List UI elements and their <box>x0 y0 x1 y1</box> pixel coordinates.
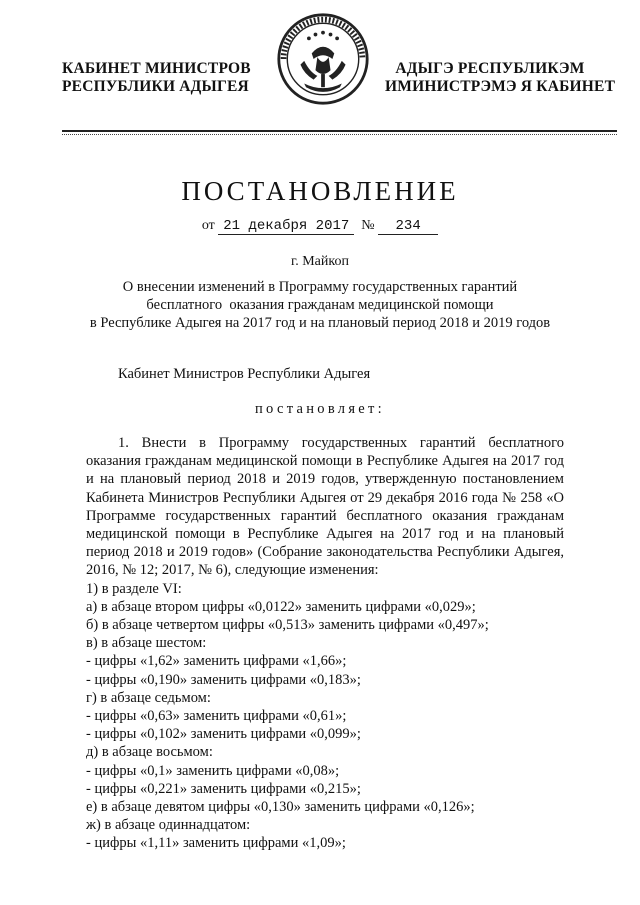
header-right <box>385 60 616 96</box>
date-number-line <box>0 218 640 235</box>
list-item: - цифры «0,102» заменить цифрами «0,099»; <box>86 726 361 743</box>
list-item: - цифры «0,221» заменить цифрами «0,215»; <box>86 780 361 797</box>
document-body <box>86 434 564 853</box>
list-item: - цифры «0,190» заменить цифрами «0,183»; <box>86 671 361 688</box>
paragraph-1: 1. Внести в Программу государственных гарантий бесплатного оказания гражданам медицинской помощи в Республике Адыгея на 2017 год и на плановый период 2018 и 2019 годов, утвержденную постановлением Кабинета Министров Республики Адыгея от 29 декабря 2016 года № 258 «О Программе государственных гарантий бесплатного оказания гражданам медицинской помощи в Республике Адыгея на 2017 год и на плановый период 2018 и 2019 годов» (Собрание законодательства Республики Адыгея, 2016, № 12; 2017, № 6), следующие изменения: <box>86 435 564 579</box>
decrees-word: постановляет: <box>254 401 386 417</box>
list-item: д) в абзаце восьмом: <box>86 744 213 761</box>
list-item: а) в абзаце втором цифры «0,0122» заменить цифрами «0,029»; <box>86 598 476 615</box>
list-item: е) в абзаце девятом цифры «0,130» заменить цифрами «0,126»; <box>86 799 475 816</box>
number-prefix: № <box>361 218 375 233</box>
header-right-line2: ИМИНИСТРЭМЭ Я КАБИНЕТ <box>385 78 616 95</box>
document-subject <box>40 278 600 332</box>
date-value: 21 декабря 2017 <box>218 218 354 235</box>
list-item: - цифры «1,62» заменить цифрами «1,66»; <box>86 653 347 670</box>
header-divider-dotted <box>62 134 617 135</box>
header-left <box>62 60 251 96</box>
emblem-icon <box>276 12 370 106</box>
city: г. Майкоп <box>291 254 349 269</box>
amendment-list <box>86 580 564 853</box>
list-item: 1) в разделе VI: <box>86 580 182 597</box>
header-right-line1: АДЫГЭ РЕСПУБЛИКЭМ <box>395 60 585 77</box>
list-item: в) в абзаце шестом: <box>86 635 207 652</box>
list-item: ж) в абзаце одиннадцатом: <box>86 817 251 834</box>
subject-line3: в Республике Адыгея на 2017 год и на плановый период 2018 и 2019 годов <box>89 315 551 331</box>
list-item: - цифры «0,63» заменить цифрами «0,61»; <box>86 708 347 725</box>
header-left-line1: КАБИНЕТ МИНИСТРОВ <box>62 60 251 77</box>
header-divider <box>62 130 617 132</box>
subject-line1: О внесении изменений в Программу государственных гарантий <box>122 279 518 295</box>
date-prefix: от <box>201 218 215 233</box>
list-item: б) в абзаце четвертом цифры «0,513» заменить цифрами «0,497»; <box>86 617 489 634</box>
document-title: ПОСТАНОВЛЕНИЕ <box>181 176 459 206</box>
subject-line2: бесплатного оказания гражданам медицинской помощи <box>146 297 494 313</box>
header-left-line2: РЕСПУБЛИКИ АДЫГЕЯ <box>62 78 249 95</box>
number-value: 234 <box>378 218 438 235</box>
issuer: Кабинет Министров Республики Адыгея <box>118 366 371 382</box>
list-item: - цифры «0,1» заменить цифрами «0,08»; <box>86 762 340 779</box>
list-item: - цифры «1,11» заменить цифрами «1,09»; <box>86 835 346 852</box>
list-item: г) в абзаце седьмом: <box>86 689 211 706</box>
